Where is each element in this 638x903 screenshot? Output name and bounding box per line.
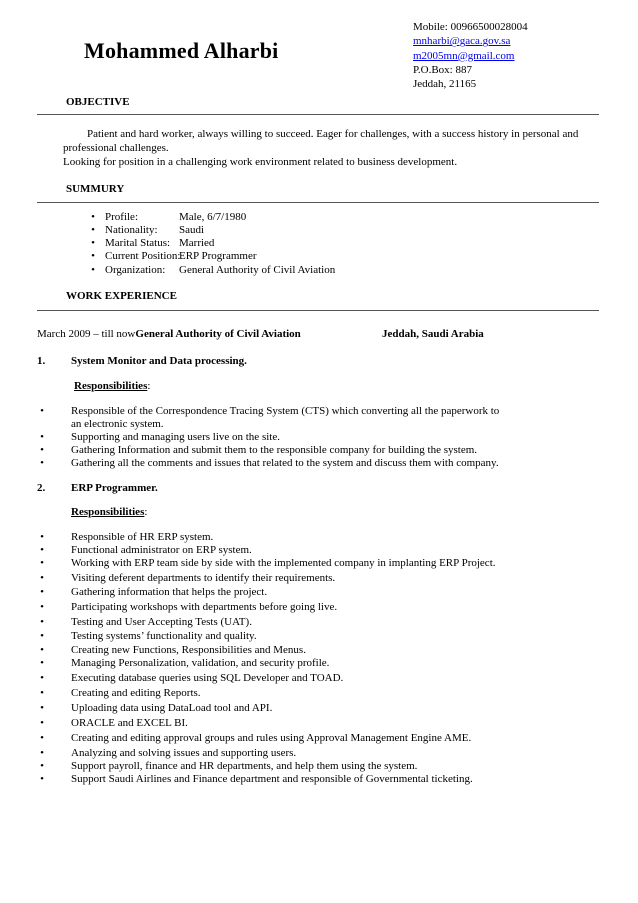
list-item-text: ORACLE and EXCEL BI. <box>71 717 188 729</box>
employment-line <box>37 328 301 340</box>
list-item-text: Analyzing and solving issues and supporting users. <box>71 747 297 759</box>
bullet-icon: • <box>91 211 95 223</box>
bullet-icon: • <box>40 630 44 642</box>
summary-heading: SUMMURY <box>66 183 125 195</box>
bullet-icon: • <box>40 601 44 613</box>
bullet-icon: • <box>40 760 44 772</box>
list-item-text: Creating and editing approval groups and rules using Approval Management Engine AME. <box>71 732 472 744</box>
bullet-icon: • <box>91 224 95 236</box>
employment-location: Jeddah, Saudi Arabia <box>382 328 484 340</box>
summary-label: Marital Status: <box>105 237 171 249</box>
bullet-icon: • <box>40 732 44 744</box>
bullet-icon: • <box>40 405 44 417</box>
section-divider <box>37 114 599 115</box>
work-experience-heading: WORK EXPERIENCE <box>66 290 177 302</box>
summary-value: Married <box>179 237 215 249</box>
list-item-text: Uploading data using DataLoad tool and API. <box>71 702 273 714</box>
summary-label: Current Position: <box>105 250 181 262</box>
list-item-text: Visiting deferent departments to identify their requirements. <box>71 572 336 584</box>
list-item-text: an electronic system. <box>71 418 164 430</box>
bullet-icon: • <box>40 431 44 443</box>
bullet-icon: • <box>40 672 44 684</box>
objective-line-1: Patient and hard worker, always willing to succeed. Eager for challenges, with a success history in personal and <box>87 128 579 140</box>
employment-period: March 2009 – till now <box>37 328 136 340</box>
email-link-secondary[interactable]: m2005mn@gmail.com <box>413 49 515 62</box>
bullet-icon: • <box>40 444 44 456</box>
job-2-title: ERP Programmer. <box>71 482 158 494</box>
bullet-icon: • <box>40 616 44 628</box>
list-item-text: Executing database queries using SQL Developer and TOAD. <box>71 672 344 684</box>
contact-block <box>413 20 528 91</box>
list-item-text: Testing systems’ functionality and quality. <box>71 630 257 642</box>
job-2-responsibilities-label: Responsibilities: <box>71 506 148 518</box>
city: Jeddah, 21165 <box>413 78 477 91</box>
responsibilities-label: Responsibilities <box>71 506 145 518</box>
bullet-icon: • <box>91 250 95 262</box>
objective-heading: OBJECTIVE <box>66 96 130 108</box>
job-2-number: 2. <box>37 482 46 494</box>
summary-value: ERP Programmer <box>179 250 257 262</box>
responsibilities-label: Responsibilities <box>74 380 148 392</box>
po-box: P.O.Box: 887 <box>413 63 472 76</box>
bullet-icon: • <box>40 531 44 543</box>
mobile-number: Mobile: 00966500028004 <box>413 21 528 33</box>
bullet-icon: • <box>40 457 44 469</box>
summary-value: Male, 6/7/1980 <box>179 211 247 223</box>
bullet-icon: • <box>40 557 44 569</box>
list-item-text: Working with ERP team side by side with the implemented company in implanting ERP Project. <box>71 557 496 569</box>
list-item-text: Testing and User Accepting Tests (UAT). <box>71 616 252 628</box>
list-item-text: Gathering information that helps the project. <box>71 586 268 598</box>
candidate-name: Mohammed Alharbi <box>84 38 279 63</box>
bullet-icon: • <box>40 657 44 669</box>
bullet-icon: • <box>40 687 44 699</box>
bullet-icon: • <box>40 717 44 729</box>
employer-name: General Authority of Civil Aviation <box>135 328 301 340</box>
list-item-text: Responsible of HR ERP system. <box>71 531 214 543</box>
bullet-icon: • <box>40 702 44 714</box>
list-item-text: Managing Personalization, validation, and security profile. <box>71 657 330 669</box>
summary-value: General Authority of Civil Aviation <box>179 264 336 276</box>
summary-label: Profile: <box>105 211 138 223</box>
summary-label: Nationality: <box>105 224 158 236</box>
list-item-text: Support Saudi Airlines and Finance department and responsible of Governmental ticketing. <box>71 773 473 785</box>
bullet-icon: • <box>40 773 44 785</box>
job-1-number: 1. <box>37 355 46 367</box>
job-1-title: System Monitor and Data processing. <box>71 355 247 367</box>
objective-line-2: professional challenges. <box>63 142 169 154</box>
list-item-text: Gathering Information and submit them to the responsible company for building the system. <box>71 444 478 456</box>
bullet-icon: • <box>40 747 44 759</box>
list-item-text: Functional administrator on ERP system. <box>71 544 252 556</box>
email-link-primary[interactable]: mnharbi@gaca.gov.sa <box>413 35 511 48</box>
section-divider <box>37 202 599 203</box>
list-item-text: Participating workshops with departments before going live. <box>71 601 338 613</box>
bullet-icon: • <box>40 544 44 556</box>
job-1-responsibilities-label: Responsibilities: <box>74 380 151 392</box>
summary-value: Saudi <box>179 224 205 236</box>
objective-line-3: Looking for position in a challenging work environment related to business development. <box>63 156 458 168</box>
summary-label: Organization: <box>105 264 166 276</box>
list-item-text: Creating new Functions, Responsibilities and Menus. <box>71 644 306 656</box>
bullet-icon: • <box>40 572 44 584</box>
list-item-text: Creating and editing Reports. <box>71 687 201 699</box>
list-item-text: Supporting and managing users live on the site. <box>71 431 280 443</box>
list-item-text: Responsible of the Correspondence Tracing System (CTS) which converting all the paperwork to <box>71 405 500 417</box>
list-item-text: Gathering all the comments and issues that related to the system and discuss them with company. <box>71 457 499 469</box>
bullet-icon: • <box>91 264 95 276</box>
list-item-text: Support payroll, finance and HR departments, and help them using the system. <box>71 760 418 772</box>
section-divider <box>37 310 599 311</box>
bullet-icon: • <box>40 644 44 656</box>
bullet-icon: • <box>91 237 95 249</box>
bullet-icon: • <box>40 586 44 598</box>
